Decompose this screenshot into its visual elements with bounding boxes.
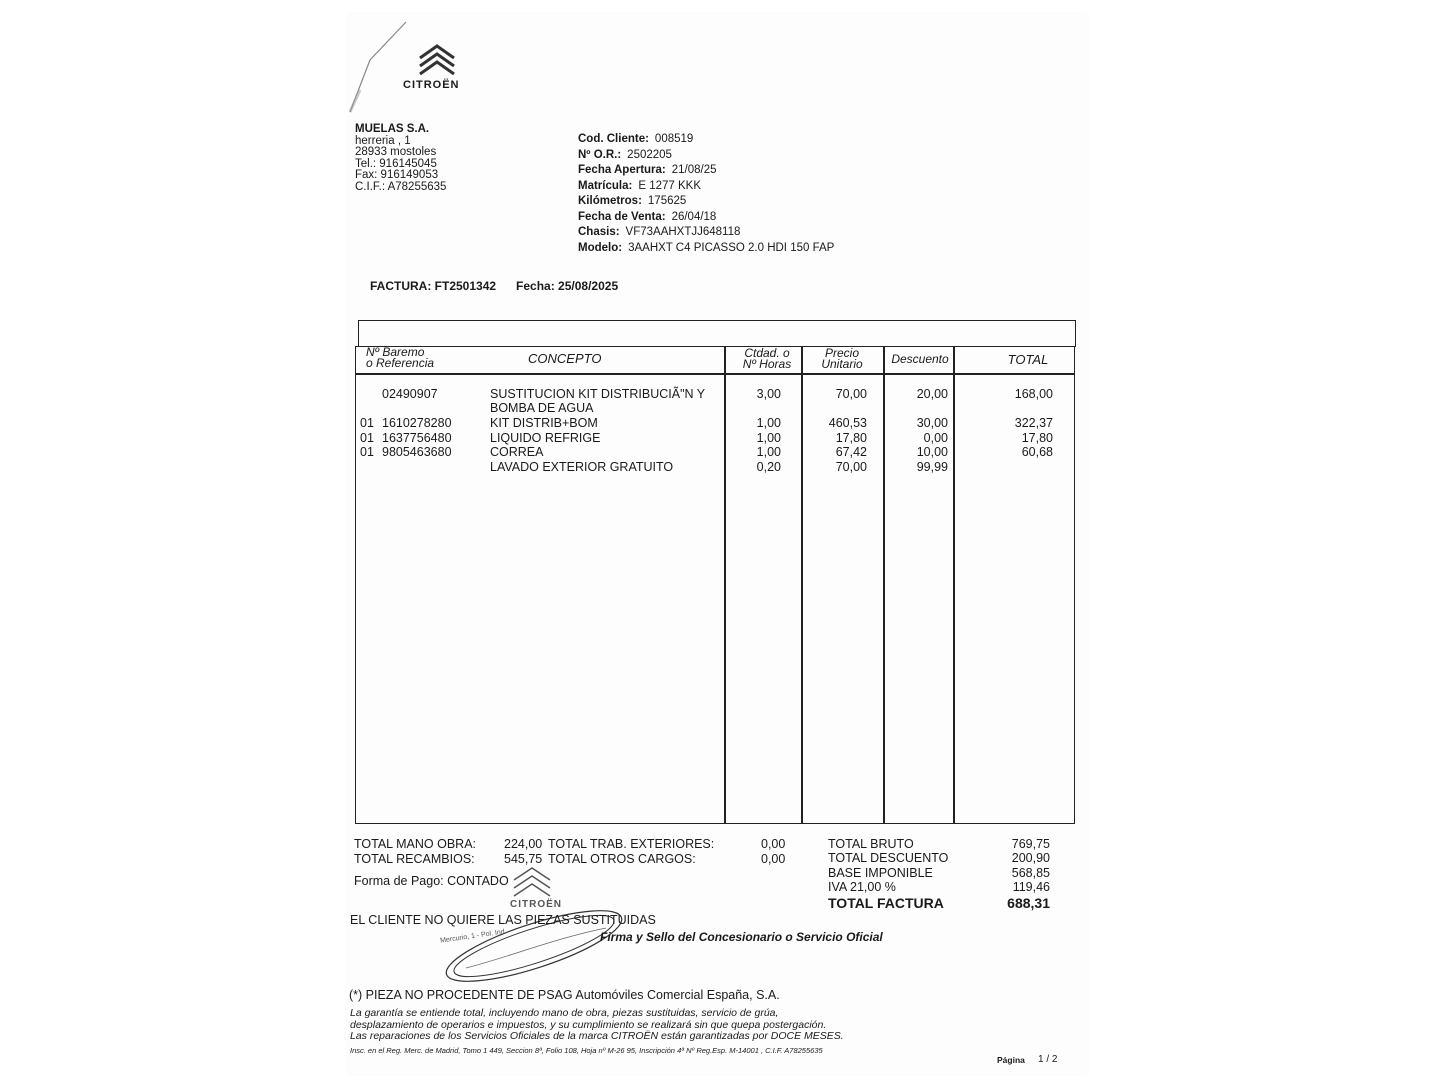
row-concept: BOMBA DE AGUA — [490, 401, 594, 415]
scan-corner-mark — [348, 20, 408, 115]
row-reference: 02490907 — [382, 387, 438, 401]
company-fax: Fax: 916149053 — [355, 169, 439, 181]
header-unit-price: Precio Unitario — [821, 346, 863, 371]
company-city: 28933 mostoles — [355, 146, 437, 158]
row-total: 322,37 — [1014, 416, 1053, 430]
col-divider — [801, 346, 803, 824]
row-unit-price: 17,80 — [835, 431, 867, 445]
stamp-address-text: Mercurio, 1 - Pol. Ind. — [439, 928, 508, 945]
total-discount-value: 200,90 — [1011, 851, 1050, 865]
company-name: MUELAS S.A. — [355, 123, 430, 135]
row-concept: LIQUIDO REFRIGE — [490, 431, 601, 445]
col-divider — [953, 346, 955, 824]
header-quantity: Ctdad. o Nº Horas — [742, 346, 792, 371]
tax-base-value: 568,85 — [1011, 866, 1050, 880]
row-unit-price: 70,00 — [835, 387, 867, 401]
invoice-total-label: TOTAL FACTURA — [828, 895, 944, 911]
non-genuine-part-note: (*) PIEZA NO PROCEDENTE DE PSAG Automóviles Comercial España, S.A. — [349, 988, 780, 1002]
total-other-label: TOTAL OTROS CARGOS: — [548, 852, 696, 866]
row-quantity: 1,00 — [756, 416, 781, 430]
row-reference: 1637756480 — [382, 431, 452, 445]
col-divider — [724, 346, 726, 824]
vehicle-field: Nº O.R.: 2502205 — [578, 148, 672, 161]
total-external-label: TOTAL TRAB. EXTERIORES: — [548, 837, 715, 851]
row-unit-price: 70,00 — [835, 460, 867, 474]
row-concept: SUSTITUCION KIT DISTRIBUCIÃ"N Y — [490, 387, 706, 401]
row-prefix: 01 — [360, 431, 374, 445]
row-prefix: 01 — [360, 416, 374, 430]
total-labor-value: 224,00 — [504, 837, 543, 851]
total-other-value: 0,00 — [761, 852, 786, 866]
vehicle-field: Cod. Cliente: 008519 — [578, 133, 694, 145]
header-reference: Nº Baremo o Referencia — [366, 345, 435, 370]
tax-base-label: BASE IMPONIBLE — [828, 866, 933, 880]
header-discount: Descuento — [891, 352, 949, 366]
page-label: Página — [997, 1055, 1025, 1065]
invoice-total-value: 688,31 — [1007, 895, 1050, 911]
vehicle-field: Matrícula: E 1277 KKK — [578, 179, 701, 192]
row-reference: 1610278280 — [382, 416, 452, 430]
brand-logo-text: CITROËN — [403, 79, 460, 91]
invoice-header — [370, 279, 618, 293]
row-quantity: 0,20 — [756, 460, 781, 474]
row-discount: 10,00 — [916, 445, 948, 459]
table-header-divider — [355, 373, 1075, 375]
warranty-text: La garantía se entiende total, incluyendo mano de obra, piezas sustituidas, servicio de grúa, desplazamiento de operarios e impuestos, y su cumplimiento se realizará sin que quepa postergación. Las reparaciones de los Servicios Oficiales de la marca CITROËN están garantizadas por DOCE MESES. — [350, 1007, 844, 1042]
stamp-brand-text: CITROËN — [510, 899, 562, 910]
company-cif: C.I.F.: A78255635 — [355, 180, 447, 193]
row-concept: CORREA — [490, 445, 544, 459]
vehicle-field: Modelo: 3AAHXT C4 PICASSO 2.0 HDI 150 FAP — [578, 241, 835, 254]
invoice-date: Fecha: 25/08/2025 — [516, 279, 619, 293]
row-unit-price: 67,42 — [835, 445, 867, 459]
total-parts-value: 545,75 — [504, 852, 543, 866]
col-divider — [883, 346, 885, 824]
row-quantity: 1,00 — [756, 431, 781, 445]
total-parts-label: TOTAL RECAMBIOS: — [354, 852, 475, 866]
header-total: TOTAL — [1007, 352, 1049, 367]
header-concept: CONCEPTO — [528, 351, 602, 366]
signature-caption: Firma y Sello del Concesionario o Servicio Oficial — [600, 930, 883, 944]
row-concept: KIT DISTRIB+BOM — [490, 416, 598, 430]
row-quantity: 1,00 — [756, 445, 781, 459]
vehicle-field: Fecha de Venta: 26/04/18 — [578, 210, 717, 223]
invoice-number: FACTURA: FT2501342 — [370, 279, 497, 293]
row-total: 17,80 — [1021, 431, 1053, 445]
row-discount: 99,99 — [916, 460, 948, 474]
gross-total-label: TOTAL BRUTO — [828, 837, 914, 851]
registry-text: Insc. en el Reg. Merc. de Madrid, Tomo 1 449, Seccion 8ª, Folio 108, Hoja nº M-26 95, Inscripción 4ª Nº Reg.Esp. M-14001 , C.I.F. A78255635 — [350, 1046, 823, 1055]
row-discount: 0,00 — [923, 431, 948, 445]
total-discount-label: TOTAL DESCUENTO — [828, 851, 949, 865]
vat-label: IVA 21,00 % — [828, 880, 896, 894]
gross-total-value: 769,75 — [1011, 837, 1050, 851]
row-discount: 30,00 — [916, 416, 948, 430]
row-discount: 20,00 — [916, 387, 948, 401]
total-labor-label: TOTAL MANO OBRA: — [354, 837, 477, 851]
row-total: 168,00 — [1014, 387, 1053, 401]
page-number: 1 / 2 — [1038, 1054, 1058, 1065]
row-prefix: 01 — [360, 445, 374, 459]
table-top-band — [358, 320, 1076, 347]
company-block — [355, 124, 446, 193]
vehicle-info — [578, 132, 834, 256]
vat-value: 119,46 — [1012, 880, 1050, 894]
row-reference: 9805463680 — [382, 445, 452, 459]
vehicle-field: Fecha Apertura: 21/08/25 — [578, 164, 717, 176]
company-street: herreria , 1 — [355, 134, 411, 147]
row-concept: LAVADO EXTERIOR GRATUITO — [490, 460, 674, 474]
citroen-chevrons-logo — [412, 40, 462, 80]
row-quantity: 3,00 — [756, 387, 781, 401]
vehicle-field: Kilómetros: 175625 — [578, 195, 687, 207]
row-unit-price: 460,53 — [828, 416, 867, 430]
row-total: 60,68 — [1021, 445, 1053, 459]
total-external-value: 0,00 — [761, 837, 786, 851]
vehicle-field: Chasis: VF73AAHXTJJ648118 — [578, 226, 741, 238]
items-table — [355, 346, 1075, 824]
parts-declined-note: EL CLIENTE NO QUIERE LAS PIEZAS SUSTITUIDAS — [350, 913, 656, 927]
payment-method: Forma de Pago: CONTADO — [354, 874, 509, 888]
company-phone: Tel.: 916145045 — [355, 157, 437, 170]
